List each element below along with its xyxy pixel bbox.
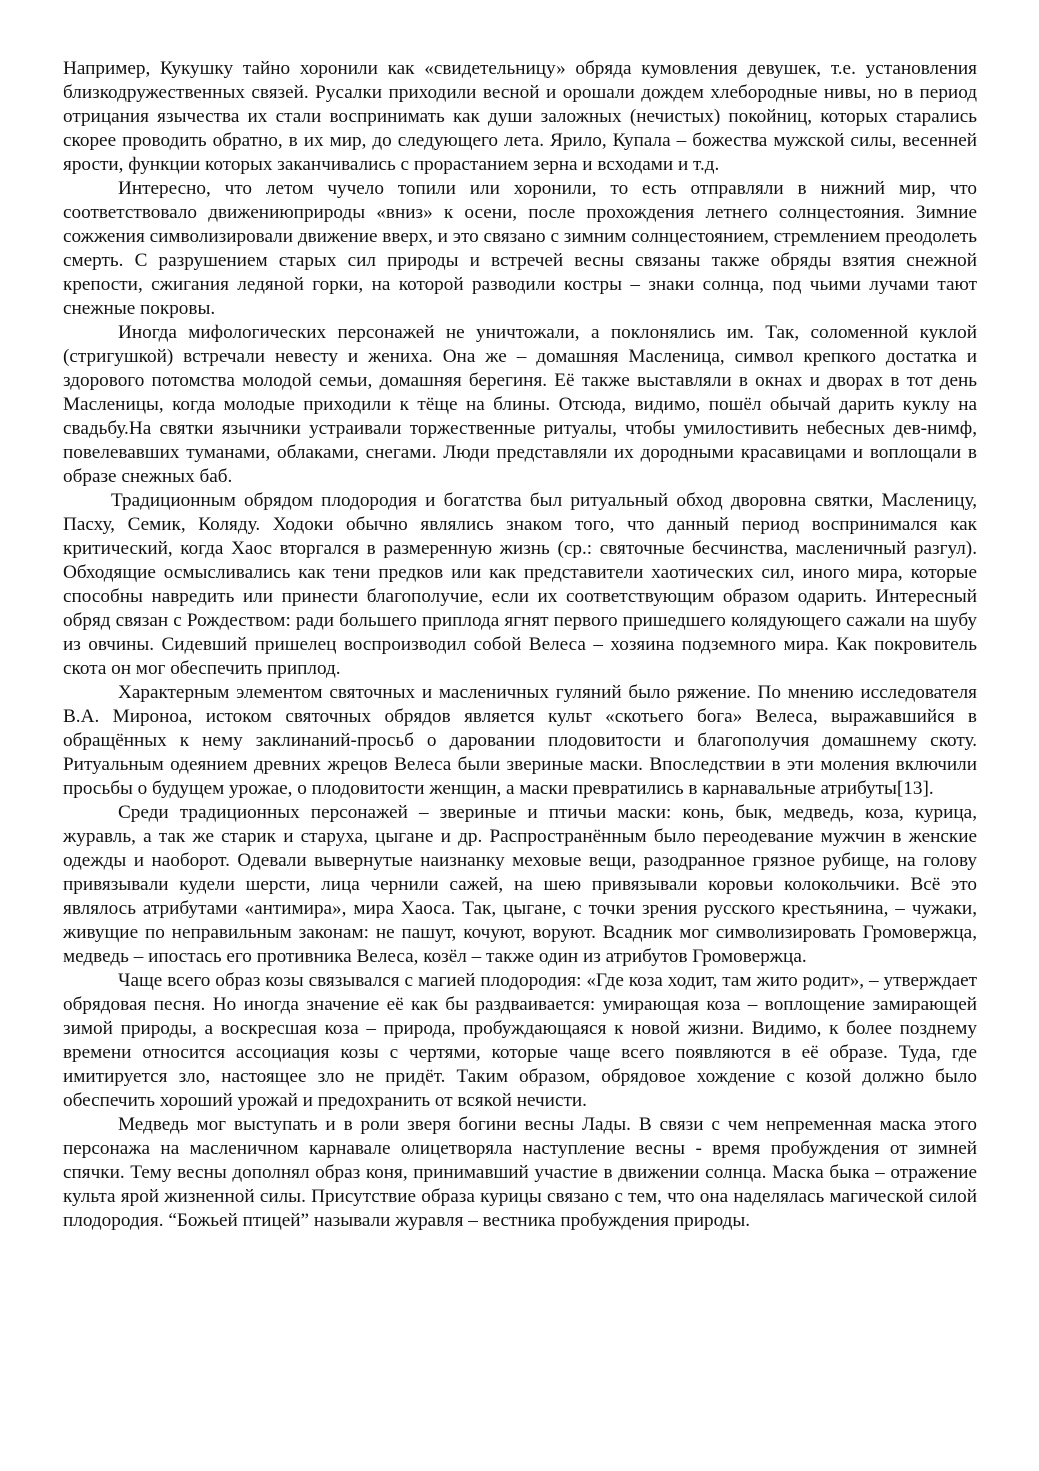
paragraph-1: Например, Кукушку тайно хоронили как «свидетельницу» обряда кумовления девушек, т.е. установления близкодружественных связей. Русалки приходили весной и орошали дождем хлебородные нивы, но в период отрицания язычества их стали воспринимать как души заложных (нечистых) покойниц, которых старались скорее проводить обратно, в их мир, до следующего лета. Ярило, Купала – божества мужской силы, весенней ярости, функции которых заканчивались с прорастанием зерна и всходами и т.д.: [63, 58, 977, 175]
paragraph-8: Медведь мог выступать и в роли зверя богини весны Лады. В связи с чем непременная маска этого персонажа на масленичном карнавале олицетворяла наступление весны - время пробуждения от зимней спячки. Тему весны дополнял образ коня, принимавший участие в движении солнца. Маска быка – отражение культа ярой жизненной силы. Присутствие образа курицы связано с тем, что она наделялась магической силой плодородия. “Божьей птицей” называли журавля – вестника пробуждения природы.: [63, 1114, 977, 1231]
paragraph-2: Интересно, что летом чучело топили или хоронили, то есть отправляли в нижний мир, что соответствовало движениюприроды «вниз» к осени, после прохождения летнего солнцестояния. Зимние сожжения символизировали движение вверх, и это связано с зимним солнцестоянием, стремлением преодолеть смерть. С разрушением старых сил природы и встречей весны связаны также обряды взятия снежной крепости, сжигания ледяной горки, на которой разводили костры – знаки солнца, под чьими лучами тают снежные покровы.: [63, 178, 977, 319]
paragraph-5: Характерным элементом святочных и масленичных гуляний было ряжение. По мнению исследователя В.А. Мироноа, истоком святочных обрядов является культ «скотьего бога» Велеса, выражавшийся в обращённых к нему заклинаний-просьб о даровании плодовитости и благополучия домашнему скоту. Ритуальным одеянием древних жрецов Велеса были звериные маски. Впоследствии в эти моления включили просьбы о будущем урожае, о плодовитости женщин, а маски превратились в карнавальные атрибуты[13].: [63, 682, 977, 799]
document-page: [63, 57, 977, 1233]
paragraph-3: Иногда мифологических персонажей не уничтожали, а поклонялись им. Так, соломенной куклой (стригушкой) встречали невесту и жениха. Она же – домашняя Масленица, символ крепкого достатка и здорового потомства молодой семьи, домашняя берегиня. Её также выставляли в окнах и дворах в тот день Масленицы, когда молодые приходили к тёще на блины. Отсюда, видимо, пошёл обычай дарить куклу на свадьбу.На святки язычники устраивали торжественные ритуалы, чтобы умилостивить небесных дев-нимф, повелевавших туманами, облаками, снегами. Люди представляли их дородными красавицами и воплощали в образе снежных баб.: [63, 322, 977, 487]
paragraph-7: Чаще всего образ козы связывался с магией плодородия: «Где коза ходит, там жито родит», – утверждает обрядовая песня. Но иногда значение её как бы раздваивается: умирающая коза – воплощение замирающей зимой природы, а воскресшая коза – природа, пробуждающаяся к новой жизни. Видимо, к более позднему времени относится ассоциация козы с чертями, которые чаще всего появляются в её образе. Туда, где имитируется зло, настоящее зло не придёт. Таким образом, обрядовое хождение с козой должно было обеспечить хороший урожай и предохранить от всякой нечисти.: [63, 970, 977, 1111]
paragraph-6: Среди традиционных персонажей – звериные и птичьи маски: конь, бык, медведь, коза, курица, журавль, а так же старик и старуха, цыгане и др. Распространённым было переодевание мужчин в женские одежды и наоборот. Одевали вывернутые наизнанку меховые вещи, разодранное грязное рубище, на голову привязывали кудели шерсти, лица чернили сажей, на шею привязывали коровьи колокольчики. Всё это являлось атрибутами «антимира», мира Хаоса. Так, цыгане, с точки зрения русского крестьянина, – чужаки, живущие по неправильным законам: не пашут, кочуют, воруют. Всадник мог символизировать Громовержца, медведь – ипостась его противника Велеса, козёл – также один из атрибутов Громовержца.: [63, 802, 977, 967]
paragraph-4: Традиционным обрядом плодородия и богатства был ритуальный обход дворовна святки, Масленицу, Пасху, Семик, Коляду. Ходоки обычно являлись знаком того, что данный период воспринимался как критический, когда Хаос вторгался в размеренную жизнь (ср.: святочные бесчинства, масленичный разгул). Обходящие осмысливались как тени предков или как представители хаотических сил, иного мира, которые способны навредить или принести благополучие, если их соответствующим образом одарить. Интересный обряд связан с Рождеством: ради большего приплода ягнят первого пришедшего колядующего сажали на шубу из овчины. Сидевший пришелец воспроизводил собой Велеса – хозяина подземного мира. Как покровитель скота он мог обеспечить приплод.: [63, 490, 977, 679]
